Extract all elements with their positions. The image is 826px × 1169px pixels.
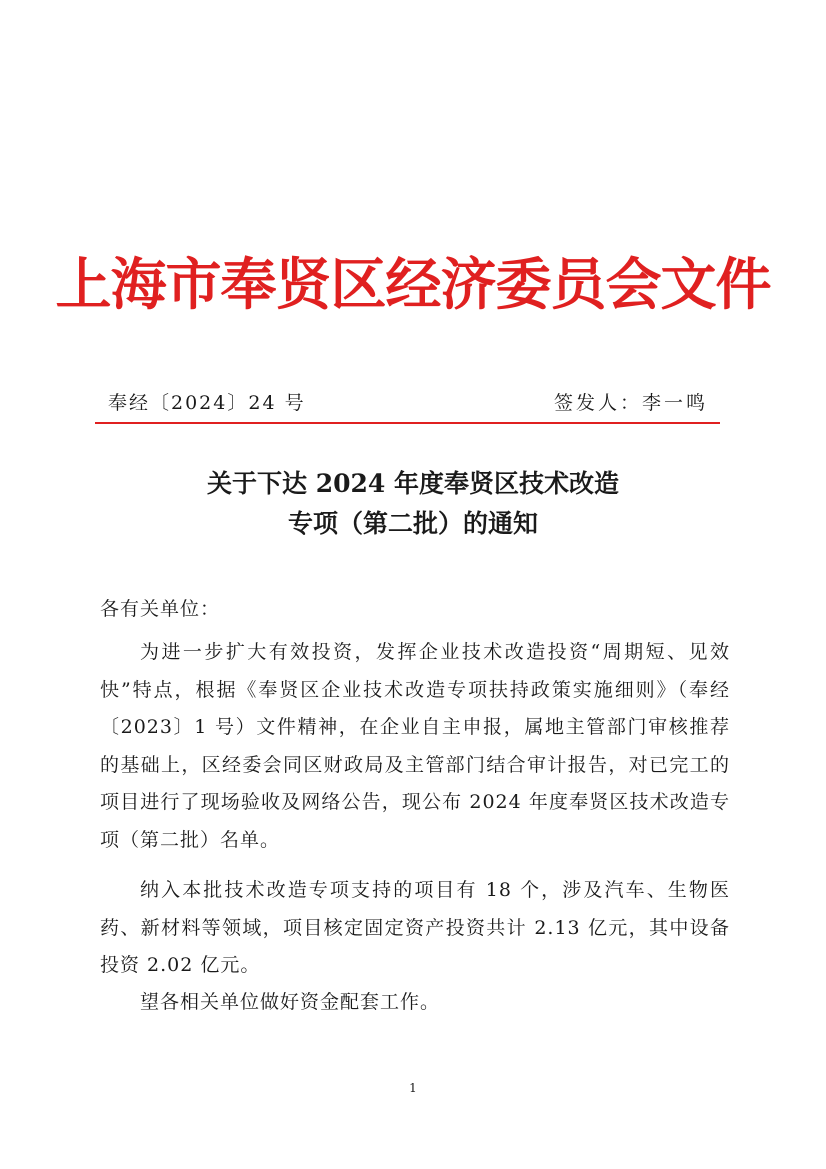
issuer-signature: 签发人：李一鸣 <box>553 392 708 414</box>
page-number: 1 <box>409 1081 417 1095</box>
body-paragraph-2: 纳入本批技术改造专项支持的项目有 18 个，涉及汽车、生物医药、新材料等领域，项目核定固定资产投资共计 2.13 亿元，其中设备投资 2.02 亿元。 <box>100 879 730 976</box>
red-divider-line <box>95 422 720 424</box>
body-paragraph-3: 望各相关单位做好资金配套工作。 <box>140 991 441 1013</box>
document-number: 奉经〔2024〕24 号 <box>108 392 306 414</box>
notice-title-line-2: 专项（第二批）的通知 <box>287 509 538 538</box>
salutation: 各有关单位： <box>100 598 221 620</box>
document-header-title: 上海市奉贤区经济委员会文件 <box>55 253 771 318</box>
notice-title-line-1: 关于下达 2024 年度奉贤区技术改造 <box>207 469 619 498</box>
body-paragraph-1: 为进一步扩大有效投资，发挥企业技术改造投资“周期短、见效快”特点，根据《奉贤区企业技术改造专项扶持政策实施细则》（奉经〔2023〕1 号）文件精神，在企业自主申报，属地主管部门审核推荐的基础上，区经委会同区财政局及主管部门结合审计报告，对已完工的项目进行了现场验收及网络公告，现公布 2024 年度奉贤区技术改造专项（第二批）名单。 <box>100 641 730 851</box>
